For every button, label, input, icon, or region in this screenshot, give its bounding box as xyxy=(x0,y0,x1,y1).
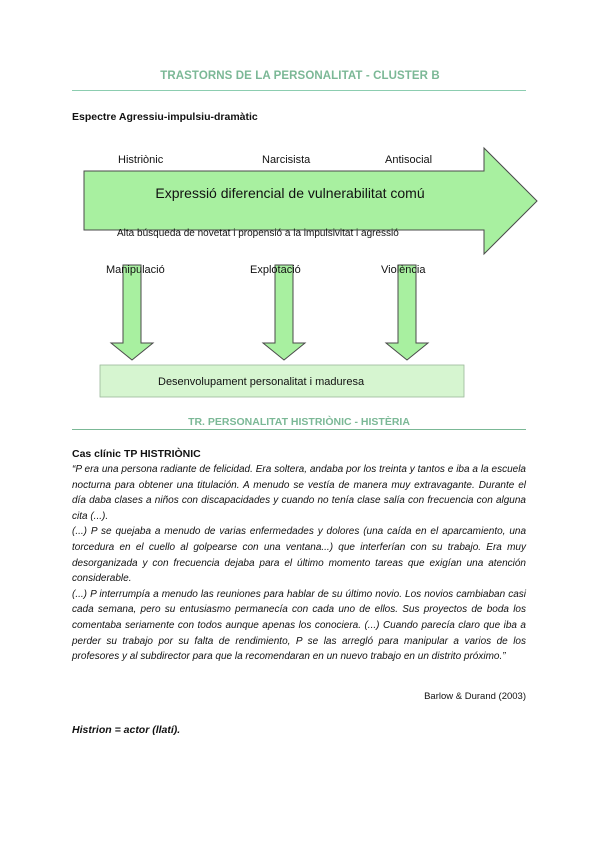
middle-text: Alta búsqueda de novetat i propensió a la impulsivitat i agressió xyxy=(117,228,399,239)
case-text xyxy=(72,462,526,665)
label-explotacio: Explotació xyxy=(250,264,301,276)
down-arrow-explotacio xyxy=(263,265,305,360)
histrion-note: Histrion = actor (llatí). xyxy=(72,724,181,736)
down-arrow-violencia xyxy=(386,265,428,360)
case-reference: Barlow & Durand (2003) xyxy=(424,691,526,702)
case-paragraph: (...) P interrumpía a menudo las reuniones para hablar de su último novio. Los novios cambiaban casi cada semana, pero su entusiasmo permanecía con cada uno de ellos. Sus proyectos de boda los comentaba seriamente con todos aunque apenas los conociera. (...) Cuando parecía claro que iba a perder su trabajo por su falta de rendimiento, P se las arregló para manipular a varios de los profesores y al subdirector para que la recomendaran en un nuevo trabajo en un distrito próximo.” xyxy=(72,588,526,663)
label-manipulacio: Manipulació xyxy=(106,264,165,276)
section-subtitle: Espectre Agressiu-impulsiu-dramàtic xyxy=(72,111,258,123)
label-histrionic: Histriònic xyxy=(118,154,164,166)
arrow-text: Expressió diferencial de vulnerabilitat comú xyxy=(155,185,425,201)
page-title: TRASTORNS DE LA PERSONALITAT - CLUSTER B xyxy=(160,70,440,82)
label-narcisista: Narcisista xyxy=(262,154,311,166)
section-title-histrionic: TR. PERSONALITAT HISTRIÒNIC - HISTÈRIA xyxy=(188,416,410,428)
case-paragraph: “P era una persona radiante de felicidad. Era soltera, andaba por los treinta y tantos e iba a la escuela nocturna para obtener una titulación. A menudo se vestía de manera muy extravagante. Durante el día daba clases a niños con discapacidades y cuando no tenía clase salía con frecuencia con alguna cita (...). xyxy=(72,464,526,522)
case-heading: Cas clínic TP HISTRIÒNIC xyxy=(72,448,201,460)
label-antisocial: Antisocial xyxy=(385,154,433,166)
down-arrow-manipulacio xyxy=(111,265,153,360)
maturity-box-text: Desenvolupament personalitat i maduresa xyxy=(158,376,365,388)
case-paragraph: (...) P se quejaba a menudo de varias enfermedades y dolores (una caída en el aparcamiento, una torcedura en el cuello al golpearse con una ventana...) que interferían con su trabajo. Era muy desorganizada y con frecuencia dejaba para el último momento tareas que exigían una atención considerable. xyxy=(72,526,526,585)
label-violencia: Violència xyxy=(381,264,426,276)
section-divider xyxy=(72,429,526,430)
